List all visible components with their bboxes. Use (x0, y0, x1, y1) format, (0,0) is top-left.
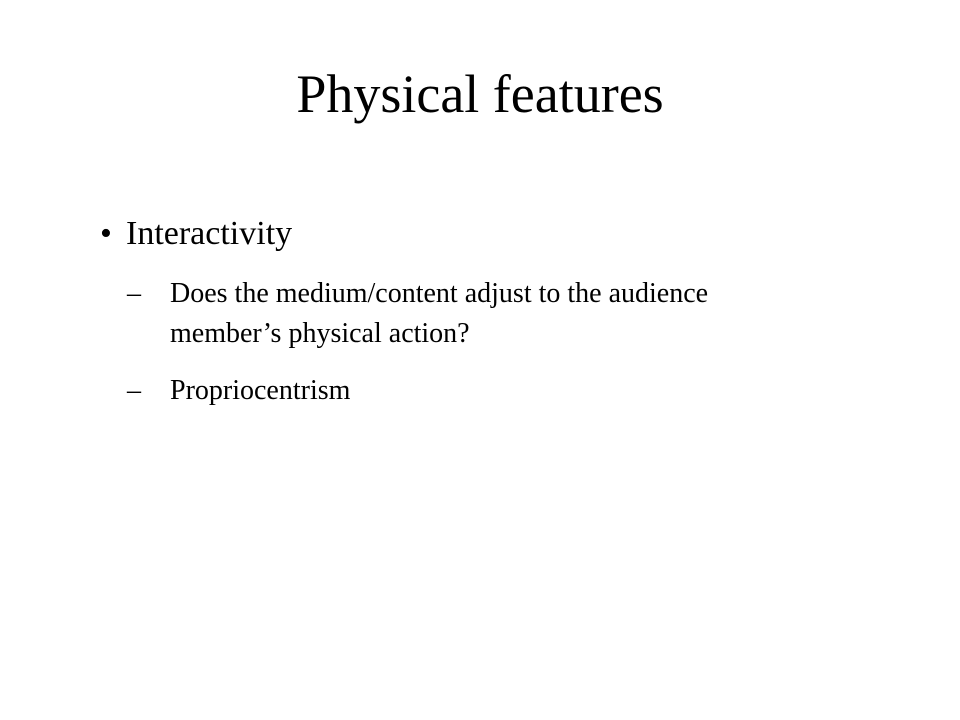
sub-bullet-marker: – (127, 278, 141, 309)
slide-title: Physical features (296, 64, 664, 124)
sub-bullet-item (127, 371, 917, 411)
bullet-text: Interactivity (126, 215, 293, 252)
sub-bullet-text (170, 274, 910, 354)
sub-bullet-marker: – (127, 375, 141, 406)
bullet-item (100, 210, 900, 258)
sub-bullet-line: member’s physical action? (170, 318, 470, 349)
sub-bullet-line: Does the medium/content adjust to the audience (170, 278, 709, 309)
sub-bullet-line: Propriocentrism (170, 375, 351, 406)
bullet-marker: • (100, 215, 112, 252)
sub-bullet-text (170, 371, 910, 411)
sub-bullet-item (127, 274, 917, 354)
